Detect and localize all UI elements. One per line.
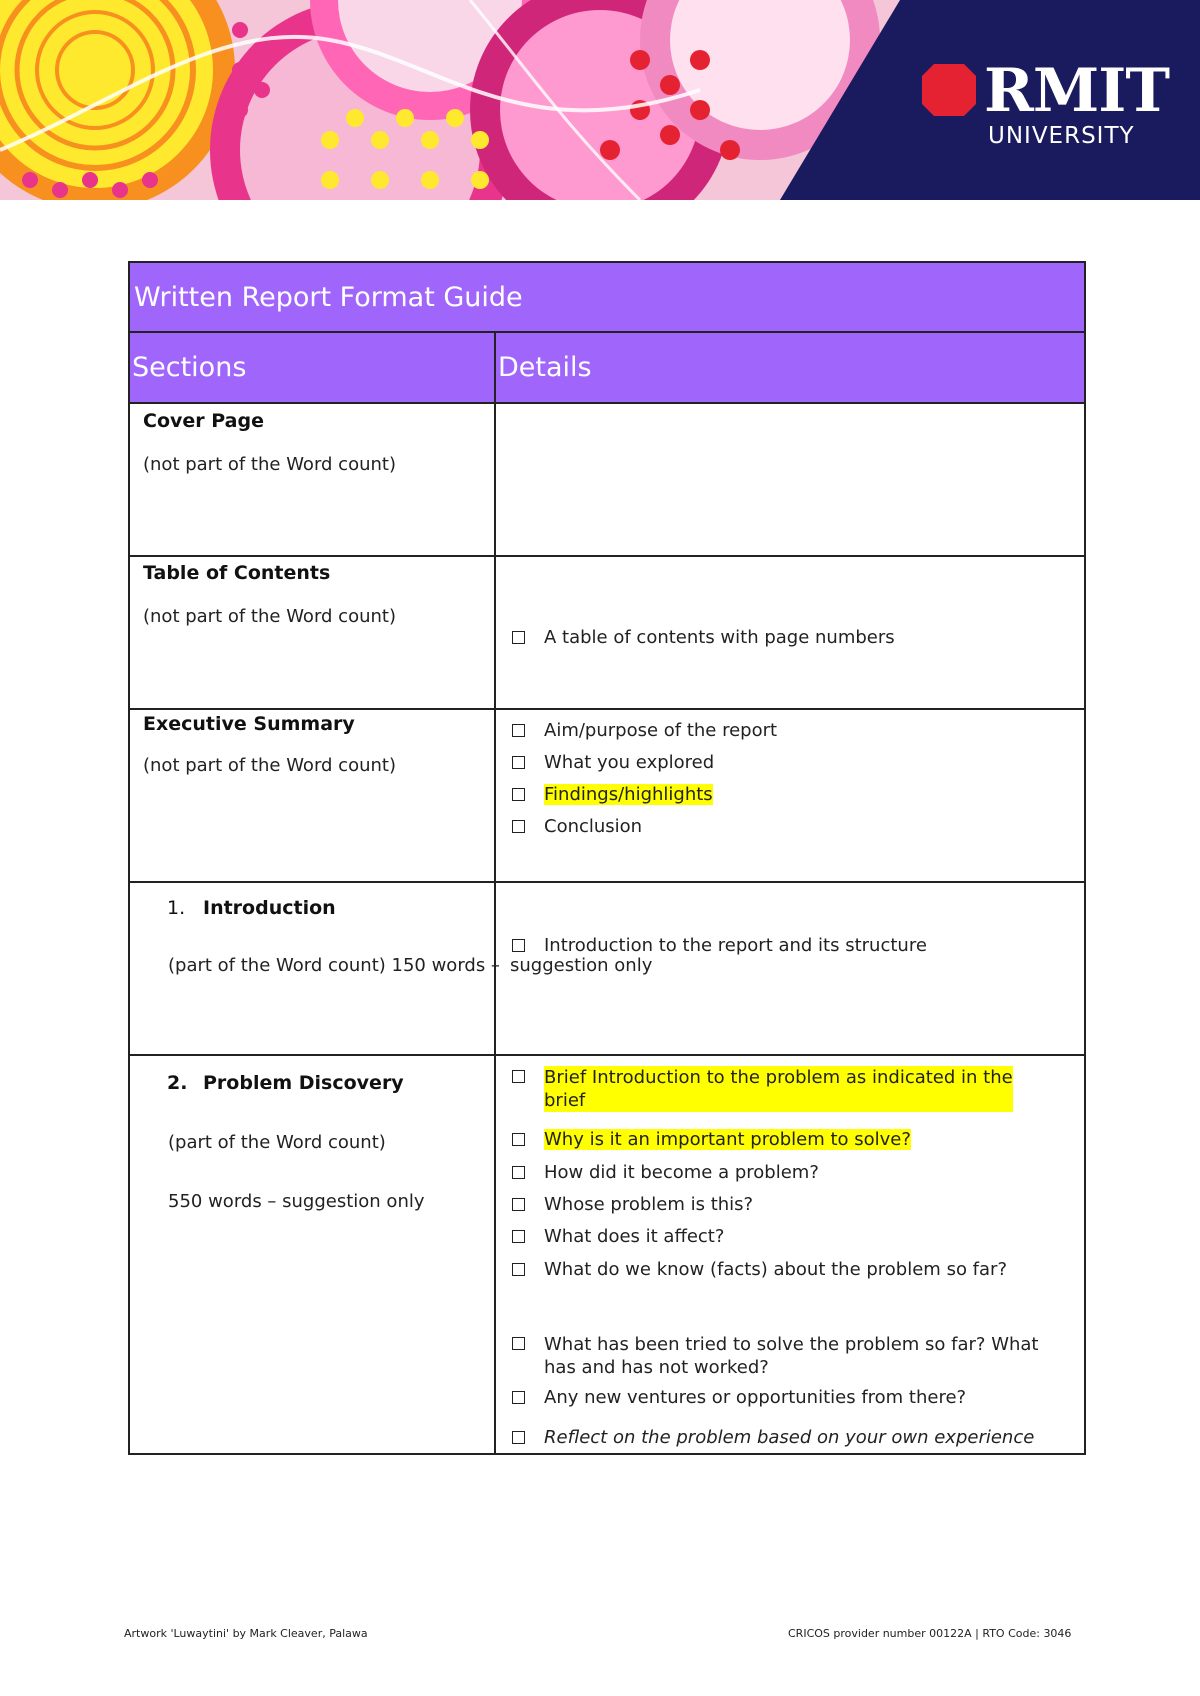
checkbox-icon[interactable] bbox=[512, 1070, 525, 1083]
section-title-text: Introduction bbox=[203, 897, 336, 919]
section-note: (part of the Word count) 150 words – bbox=[168, 955, 500, 976]
section-title: Executive Summary bbox=[143, 713, 355, 735]
section-note: (not part of the Word count) bbox=[143, 606, 396, 627]
checkbox-icon[interactable] bbox=[512, 939, 525, 952]
header-sections: Sections bbox=[132, 352, 247, 383]
section-title-text: Problem Discovery bbox=[203, 1072, 404, 1094]
section-number: 2. bbox=[167, 1072, 188, 1094]
details-cell bbox=[496, 404, 1084, 555]
section-word-suggestion: 550 words – suggestion only bbox=[168, 1191, 425, 1212]
checklist-item[interactable] bbox=[512, 720, 777, 741]
footer-artwork-credit: Artwork 'Luwaytini' by Mark Cleaver, Palawa bbox=[124, 1627, 368, 1640]
checkbox-icon[interactable] bbox=[512, 724, 525, 737]
checklist-item[interactable] bbox=[512, 627, 895, 648]
section-number: 1. bbox=[167, 897, 186, 919]
section-note: (part of the Word count) bbox=[168, 1132, 386, 1153]
checklist-item-label-highlighted: Why is it an important problem to solve? bbox=[544, 1129, 911, 1150]
checkbox-icon[interactable] bbox=[512, 1230, 525, 1243]
checklist-item[interactable] bbox=[512, 1226, 724, 1247]
table-row-problem-discovery bbox=[130, 1056, 1084, 1453]
table-row-executive-summary bbox=[130, 710, 1084, 883]
checkbox-icon[interactable] bbox=[512, 1391, 525, 1404]
checklist-item-label: What does it affect? bbox=[544, 1226, 725, 1247]
table-row-introduction bbox=[130, 883, 1084, 1056]
section-title: Cover Page bbox=[143, 410, 264, 432]
checklist-item-label-highlighted: Findings/highlights bbox=[544, 784, 713, 805]
table-header-row bbox=[130, 333, 1084, 404]
details-cell bbox=[496, 710, 1084, 881]
section-title bbox=[167, 1072, 404, 1094]
checklist-item-label: Any new ventures or opportunities from there? bbox=[544, 1387, 967, 1408]
checklist-item-label: Aim/purpose of the report bbox=[544, 720, 778, 741]
checklist-item-label: A table of contents with page numbers bbox=[544, 627, 895, 648]
checklist-item-label-italic: Reflect on the problem based on your own experience bbox=[544, 1427, 1035, 1448]
checklist-item-label: How did it become a problem? bbox=[544, 1162, 819, 1183]
checklist-item[interactable] bbox=[512, 935, 927, 956]
checklist-item-label: Whose problem is this? bbox=[544, 1194, 754, 1215]
checklist-item[interactable] bbox=[512, 784, 713, 805]
checklist-item-label: Introduction to the report and its structure bbox=[544, 935, 927, 956]
checklist-item[interactable] bbox=[512, 1427, 1034, 1448]
checkbox-icon[interactable] bbox=[512, 788, 525, 801]
header-details: Details bbox=[498, 352, 592, 383]
checklist-item[interactable] bbox=[512, 1066, 1013, 1112]
section-title: Table of Contents bbox=[143, 562, 331, 584]
details-cell bbox=[496, 557, 1084, 708]
checklist-item-label: What has been tried to solve the problem so far? What has and has not worked? bbox=[544, 1334, 1039, 1378]
checklist-item-label: Conclusion bbox=[544, 816, 643, 837]
checklist-item[interactable] bbox=[512, 816, 642, 837]
checklist-item[interactable] bbox=[512, 1259, 1007, 1280]
section-note: (not part of the Word count) bbox=[143, 755, 396, 776]
details-cell bbox=[496, 883, 1084, 1054]
checklist-item-label: What do we know (facts) about the problem so far? bbox=[544, 1259, 1007, 1280]
rmit-logo bbox=[920, 56, 1169, 158]
checkbox-icon[interactable] bbox=[512, 1337, 525, 1350]
rmit-logo-subtitle: UNIVERSITY bbox=[988, 123, 1135, 149]
checkbox-icon[interactable] bbox=[512, 1133, 525, 1146]
checkbox-icon[interactable] bbox=[512, 1166, 525, 1179]
checklist-item[interactable] bbox=[512, 1194, 753, 1215]
checklist-item[interactable] bbox=[512, 1333, 1038, 1379]
table-row-table-of-contents bbox=[130, 557, 1084, 710]
report-format-table bbox=[128, 261, 1086, 1455]
checklist-item-continuation: suggestion only bbox=[510, 955, 653, 976]
checkbox-icon[interactable] bbox=[512, 1263, 525, 1276]
table-title: Written Report Format Guide bbox=[134, 281, 523, 313]
checkbox-icon[interactable] bbox=[512, 1198, 525, 1211]
checkbox-icon[interactable] bbox=[512, 631, 525, 644]
checklist-item-label-highlighted: Brief Introduction to the problem as indicated in the brief bbox=[544, 1067, 1013, 1111]
checkbox-icon[interactable] bbox=[512, 1431, 525, 1444]
checkbox-icon[interactable] bbox=[512, 756, 525, 769]
footer-cricos: CRICOS provider number 00122A | RTO Code: 3046 bbox=[788, 1627, 1072, 1640]
table-row-cover-page bbox=[130, 404, 1084, 557]
checklist-item[interactable] bbox=[512, 1129, 911, 1150]
rmit-pixel-mark-icon bbox=[920, 62, 978, 118]
checkbox-icon[interactable] bbox=[512, 820, 525, 833]
table-title-row bbox=[130, 263, 1084, 333]
details-cell bbox=[496, 1056, 1084, 1453]
checklist-item-label: What you explored bbox=[544, 752, 715, 773]
checklist-item[interactable] bbox=[512, 1162, 819, 1183]
header-banner bbox=[0, 0, 1200, 200]
section-title bbox=[167, 897, 336, 919]
checklist-item[interactable] bbox=[512, 1387, 966, 1408]
section-note: (not part of the Word count) bbox=[143, 454, 396, 475]
rmit-logo-word: RMIT bbox=[984, 56, 1169, 126]
checklist-item[interactable] bbox=[512, 752, 714, 773]
